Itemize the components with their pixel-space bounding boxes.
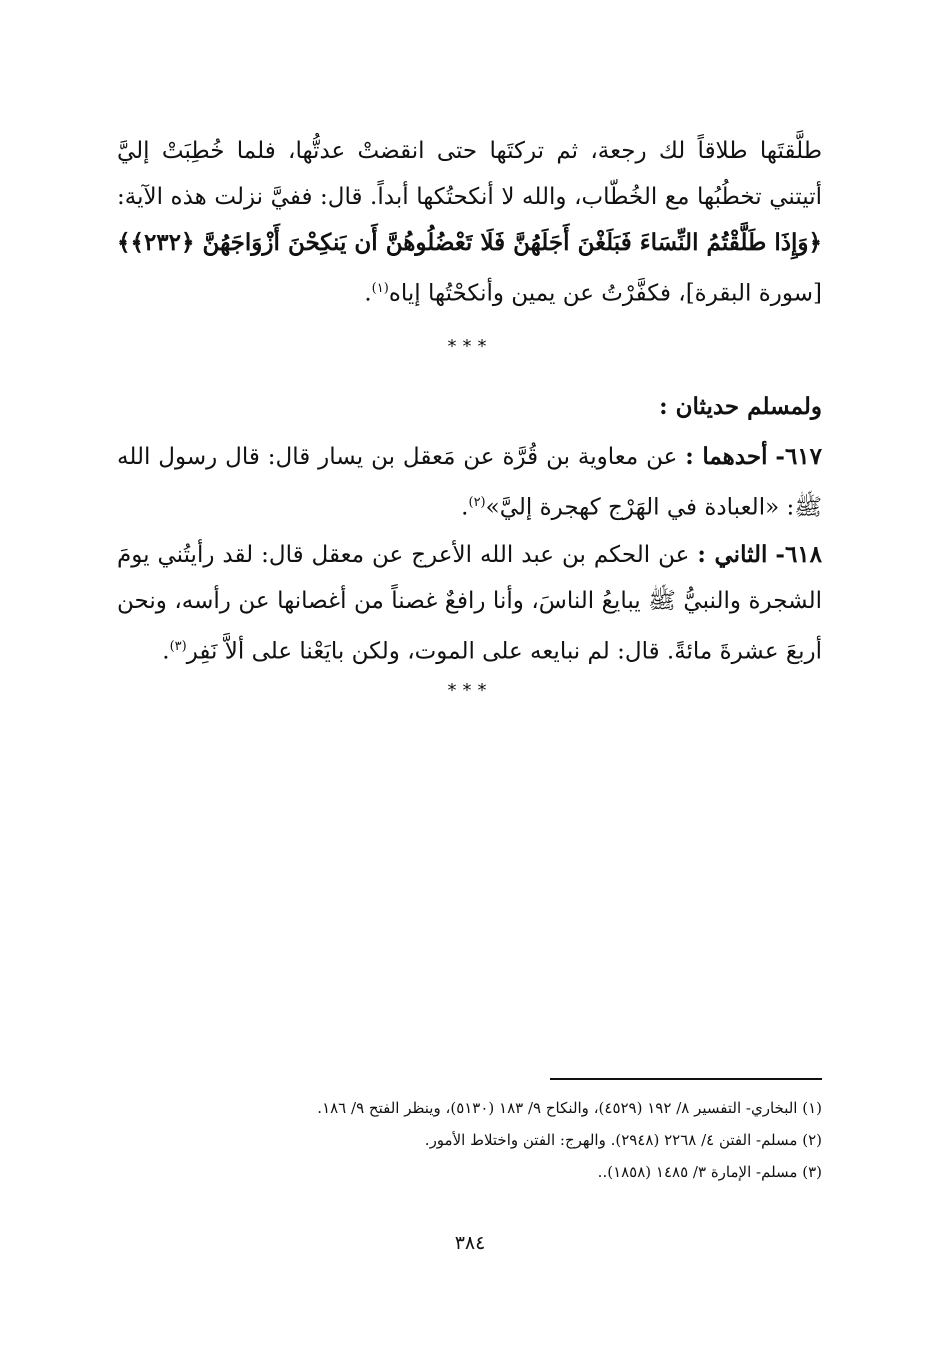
hadith-617: ٦١٧- أحدهما : عن معاوية بن قُرَّة عن مَعقل بن يسار قال: قال رسول الله ﷺ: «العبادة في الهَرْج كهجرة إليَّ»$^{(٢)}$. (117, 443, 822, 521)
paragraph-ending: فكفَّرْتُ عن يمين وأنكحْتُها إياه (388, 280, 671, 307)
section-heading: ولمسلم حديثان : (659, 393, 822, 420)
hadith-text: عن معاوية بن قُرَّة عن مَعقل بن يسار قال: قال رسول الله ﷺ: «العبادة في الهَرْج كهجرة إليَّ» (117, 444, 822, 521)
page-number: ٣٨٤ (454, 1232, 486, 1254)
hadith-number: ٦١٧- (775, 443, 822, 470)
hadith-number: ٦١٨- (775, 541, 823, 568)
hadith-label: الثاني : (697, 541, 768, 568)
footnote-marker-3: (٣) (169, 639, 187, 654)
footnote-3: (٣) مسلم- الإمارة ٣/ ١٤٨٥ (١٨٥٨).. (597, 1163, 822, 1181)
hadith-text: عن الحكم بن عبد الله الأعرج عن معقل قال: لقد رأيتُني يومَ الشجرة والنبيُّ ﷺ يبايعُ الناسَ، وأنا رافعٌ غصناً من أغصانها عن رأسه، ونحن أربعَ عشرةَ مائةً. قال: لم نبايعه على الموت، ولكن بايَعْنا على ألاَّ نَفِر (117, 542, 822, 665)
hadith-label: أحدهما : (685, 443, 768, 470)
quran-verse: ﴿وَإِذَا طَلَّقْتُمُ النِّسَاءَ فَبَلَغْنَ أَجَلَهُنَّ فَلَا تَعْضُلُوهُنَّ أَن يَنكِحْنَ أَزْوَاجَهُنَّ ﴿٢٣٢﴾﴾ (117, 229, 822, 256)
footnote-divider (550, 1078, 822, 1080)
section-separator: *** (447, 336, 493, 357)
section-separator: *** (447, 680, 493, 701)
footnote-marker-2: (٢) (468, 495, 486, 510)
hadith-618: ٦١٨- الثاني : عن الحكم بن عبد الله الأعرج عن معقل قال: لقد رأيتُني يومَ الشجرة والنبيُّ ﷺ يبايعُ الناسَ، وأنا رافعٌ غصناً من أغصانها عن رأسه، ونحن أربعَ عشرةَ مائةً. قال: لم نبايعه على الموت، ولكن بايَعْنا على ألاَّ نَفِر$^{(٣)}$. (117, 541, 823, 665)
paragraph-text: طلَّقتَها طلاقاً لك رجعة، ثم تركتَها حتى انقضتْ عدتُّها، فلما خُطِبَتْ إليَّ أتيتني تخطُبُها مع الخُطّاب، والله لا أنكحتُكها أبداً. قال: ففيَّ نزلت هذه الآية: (117, 138, 822, 210)
footnote-marker-1: (١) (371, 281, 389, 296)
hadith-continuation-paragraph: طلَّقتَها طلاقاً لك رجعة، ثم تركتَها حتى انقضتْ عدتُّها، فلما خُطِبَتْ إليَّ أتيتني تخطُبُها مع الخُطّاب، والله لا أنكحتُكها أبداً. قال: ففيَّ نزلت هذه الآية: ﴿وَإِذَا طَلَّقْتُمُ النِّسَاءَ فَبَلَغْنَ أَجَلَهُنَّ فَلَا تَعْضُلُوهُنَّ أَن يَنكِحْنَ أَزْوَاجَهُنَّ ﴿٢٣٢﴾﴾ [سورة البقرة]، فكفَّرْتُ عن يمين وأنكحْتُها إياه$^{(١)}$. (117, 138, 822, 307)
surah-reference: [سورة البقرة]، (678, 280, 822, 307)
footnotes (117, 1092, 822, 1188)
footnote-1: (١) البخاري- التفسير ٨/ ١٩٢ (٤٥٢٩)، والنكاح ٩/ ١٨٣ (٥١٣٠)، وينظر الفتح ٩/ ١٨٦. (317, 1099, 822, 1117)
footnote-2: (٢) مسلم- الفتن ٤/ ٢٢٦٨ (٢٩٤٨). والهرج: الفتن واختلاط الأمور. (424, 1131, 822, 1149)
